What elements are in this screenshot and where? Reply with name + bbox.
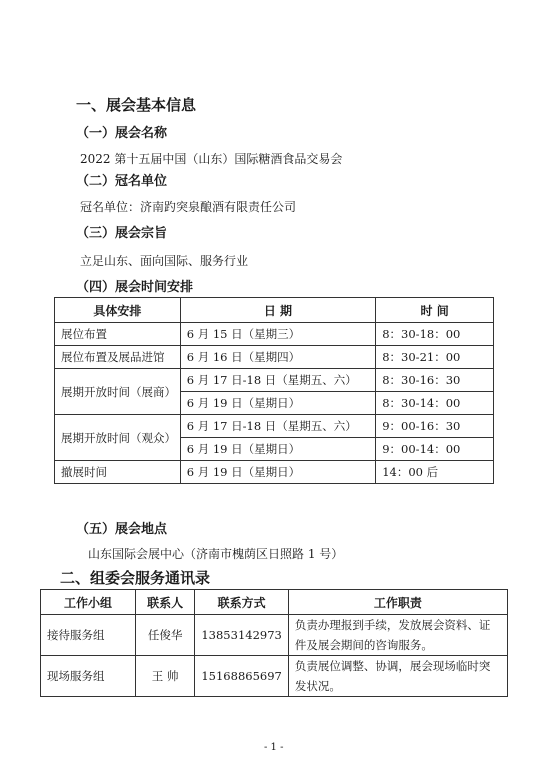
sponsor-text: 冠名单位：济南趵突泉酿酒有限责任公司	[80, 200, 297, 214]
header-phone: 联系方式	[195, 590, 288, 615]
contact-duty: 负责展位调整、协调，展会现场临时突发状况。	[288, 656, 507, 697]
schedule-date: 6 月 16 日（星期四）	[180, 346, 376, 369]
contact-phone: 13853142973	[195, 615, 288, 656]
section1-title: 一、展会基本信息	[76, 96, 197, 114]
table-row	[41, 615, 508, 656]
table-row	[55, 415, 494, 438]
schedule-item: 撤展时间	[55, 461, 181, 484]
schedule-time: 8：30-16：30	[376, 369, 494, 392]
venue-heading: （五）展会地点	[76, 522, 168, 537]
header-duty: 工作职责	[288, 590, 507, 615]
contacts-header-row	[41, 590, 508, 615]
section2-title: 二、组委会服务通讯录	[60, 569, 211, 587]
exhibition-name-text: 2022 第十五届中国（山东）国际糖酒食品交易会	[80, 152, 343, 166]
table-row	[55, 461, 494, 484]
table-row	[55, 369, 494, 392]
table-row	[55, 323, 494, 346]
schedule-item: 展位布置及展品进馆	[55, 346, 181, 369]
header-time: 时 间	[376, 298, 494, 323]
schedule-heading: （四）展会时间安排	[76, 280, 194, 295]
header-date: 日 期	[180, 298, 376, 323]
venue-text: 山东国际会展中心（济南市槐荫区日照路 1 号）	[88, 547, 344, 561]
contact-phone: 15168865697	[195, 656, 288, 697]
header-group: 工作小组	[41, 590, 136, 615]
schedule-date: 6 月 19 日（星期日）	[180, 392, 376, 415]
schedule-item: 展期开放时间（展商）	[55, 369, 181, 415]
table-row	[55, 346, 494, 369]
purpose-heading: （三）展会宗旨	[76, 226, 168, 241]
schedule-table	[54, 297, 494, 484]
purpose-text: 立足山东、面向国际、服务行业	[80, 254, 249, 268]
schedule-time: 8：30-21：00	[376, 346, 494, 369]
schedule-time: 8：30-18：00	[376, 323, 494, 346]
schedule-item: 展位布置	[55, 323, 181, 346]
sponsor-heading: （二）冠名单位	[76, 174, 168, 189]
header-item: 具体安排	[55, 298, 181, 323]
schedule-time: 9：00-14：00	[376, 438, 494, 461]
schedule-time: 8：30-14：00	[376, 392, 494, 415]
schedule-time: 9：00-16：30	[376, 415, 494, 438]
schedule-date: 6 月 19 日（星期日）	[180, 438, 376, 461]
schedule-item: 展期开放时间（观众）	[55, 415, 181, 461]
header-contact: 联系人	[135, 590, 194, 615]
table-row	[41, 656, 508, 697]
contact-person: 王 帅	[135, 656, 194, 697]
page-number: - 1 -	[264, 742, 284, 753]
schedule-time: 14：00 后	[376, 461, 494, 484]
schedule-header-row	[55, 298, 494, 323]
schedule-date: 6 月 17 日-18 日（星期五、六）	[180, 369, 376, 392]
schedule-date: 6 月 15 日（星期三）	[180, 323, 376, 346]
contact-duty: 负责办理报到手续，发放展会资料、证件及展会期间的咨询服务。	[288, 615, 507, 656]
contacts-table	[40, 589, 508, 697]
exhibition-name-heading: （一）展会名称	[76, 126, 168, 141]
schedule-date: 6 月 17 日-18 日（星期五、六）	[180, 415, 376, 438]
contact-group: 现场服务组	[41, 656, 136, 697]
schedule-date: 6 月 19 日（星期日）	[180, 461, 376, 484]
contact-group: 接待服务组	[41, 615, 136, 656]
contact-person: 任俊华	[135, 615, 194, 656]
